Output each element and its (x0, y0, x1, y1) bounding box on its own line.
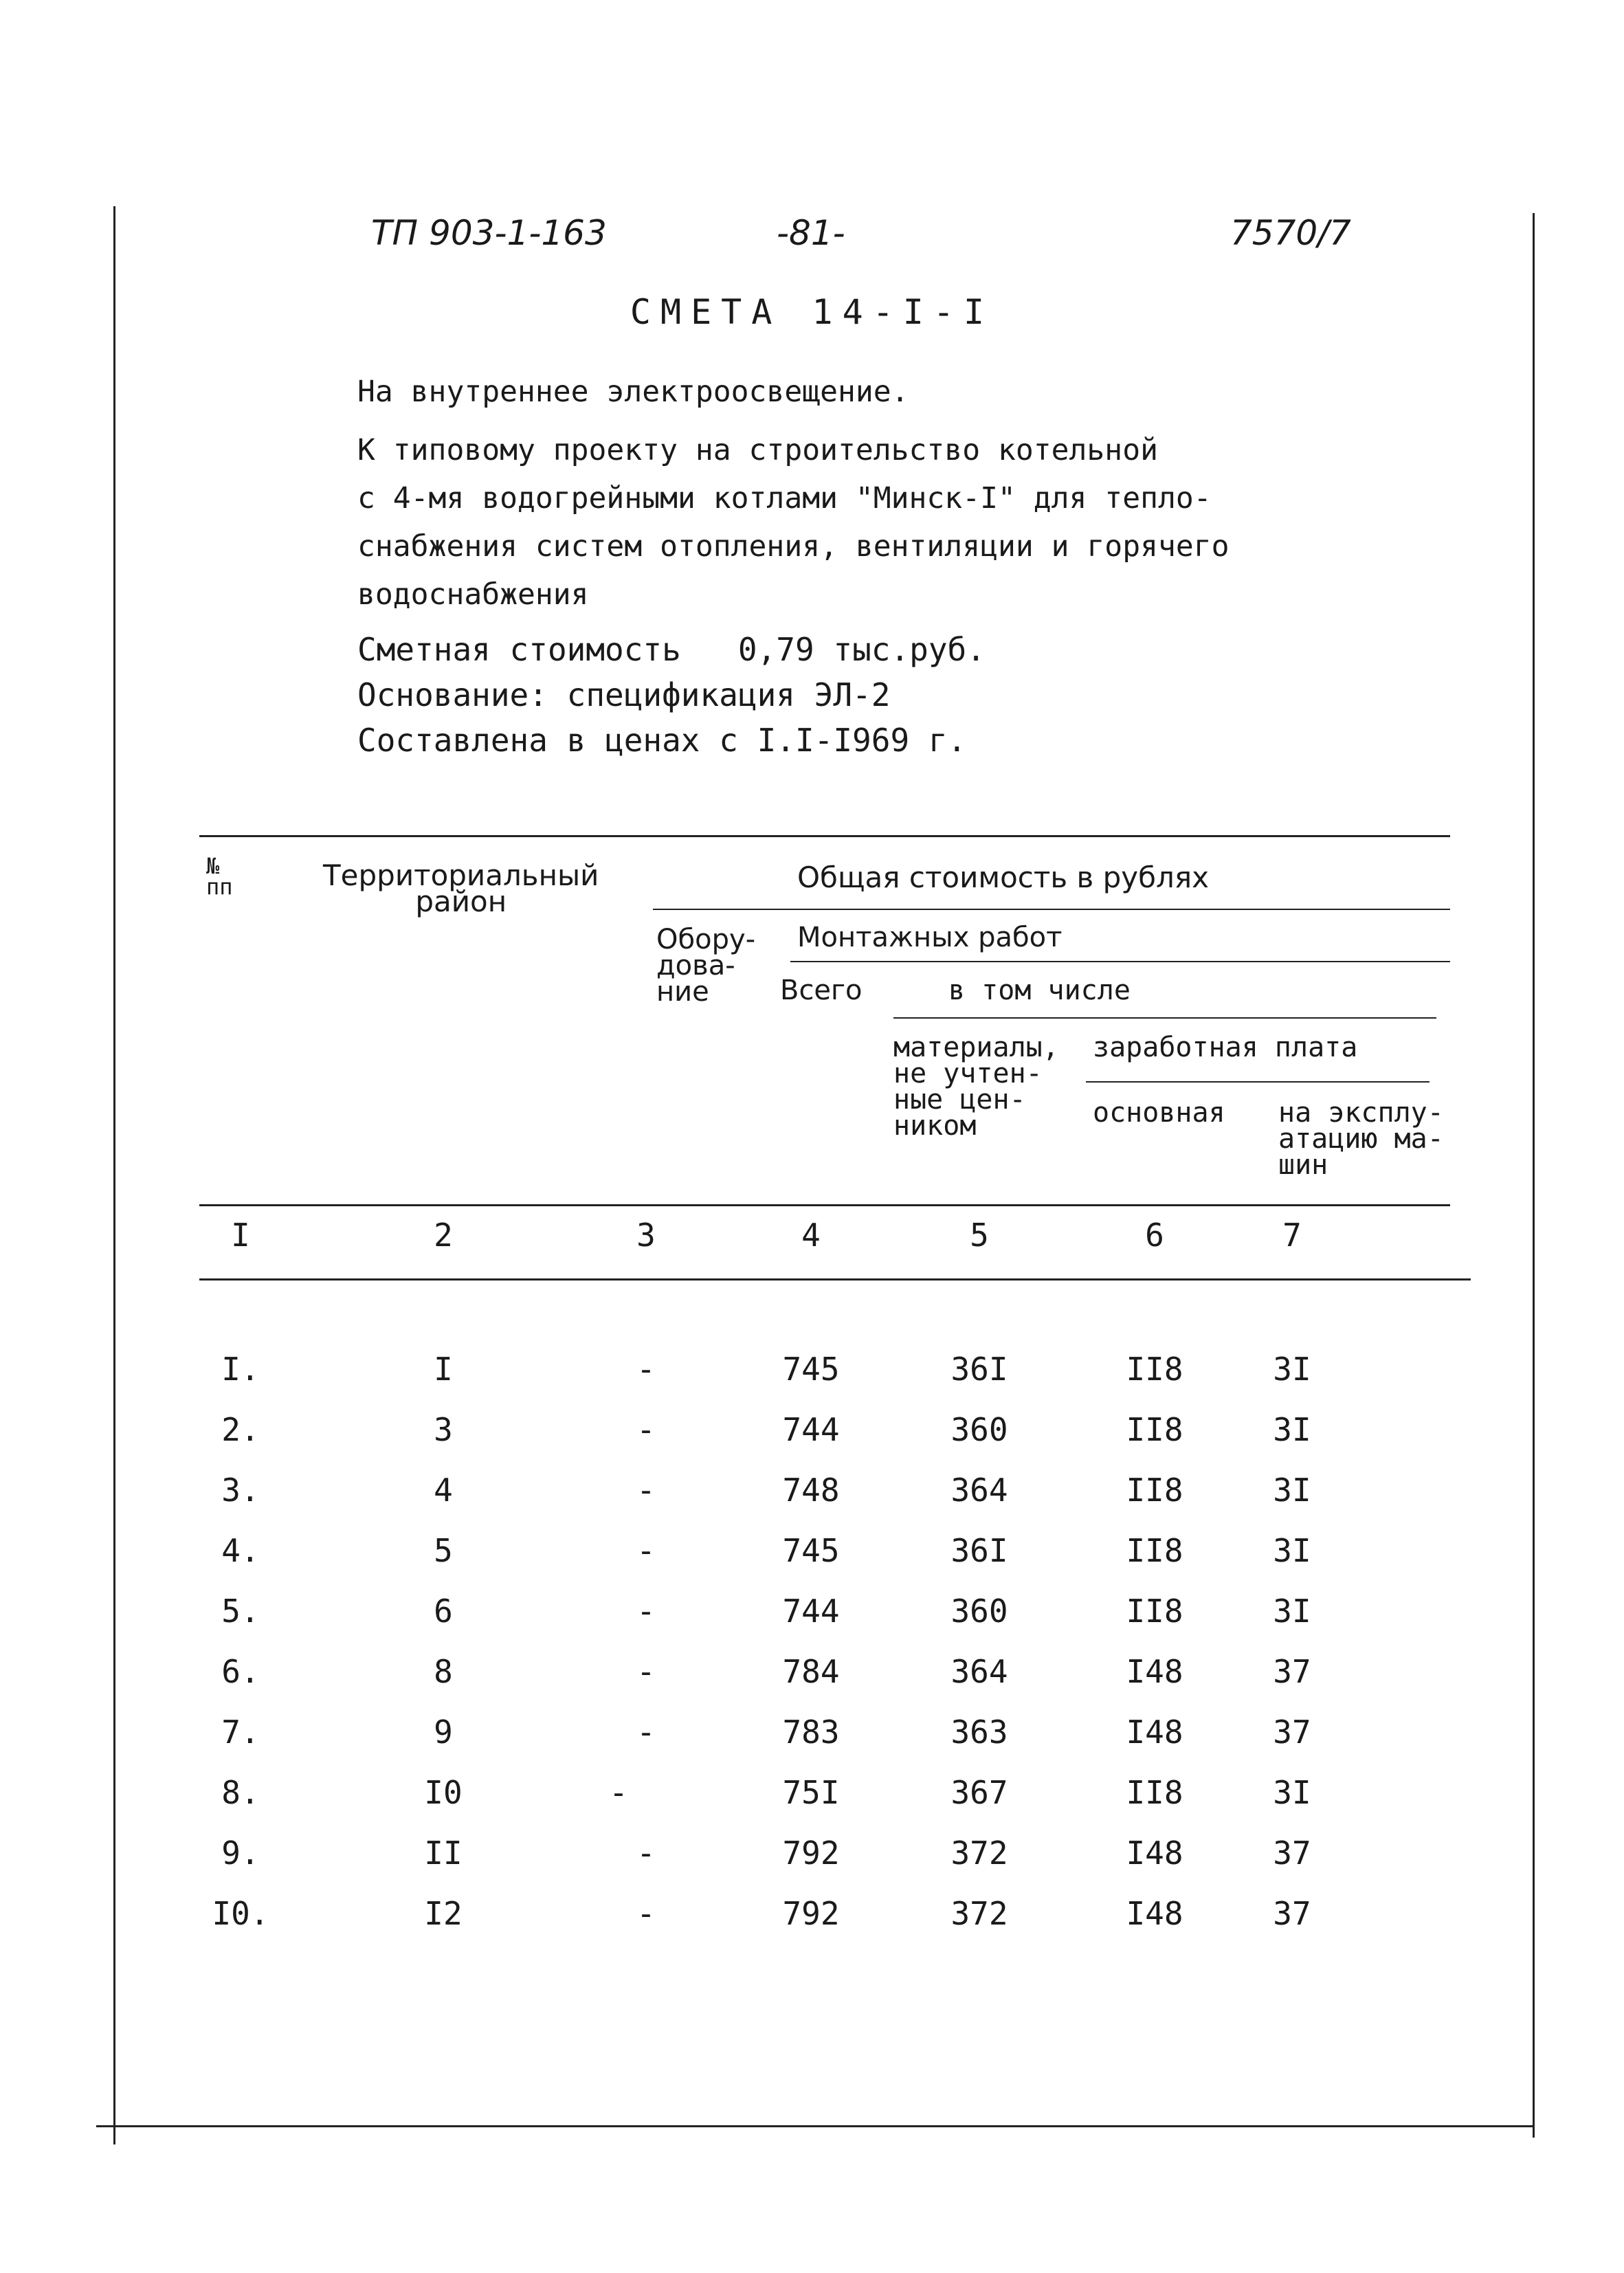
equipment-cell: - (636, 1411, 656, 1448)
header-machinery: на эксплу- атацию ма- шин (1278, 1097, 1444, 1181)
total-cell: 744 (782, 1593, 840, 1630)
total-cell: 745 (782, 1351, 840, 1388)
header-equipment: Обору- дова- ние (656, 924, 756, 1008)
basic-wage-cell: II8 (1126, 1351, 1183, 1388)
prices-line: Составлена в ценах с I.I-I969 г. (357, 722, 967, 759)
header-installation: Монтажных работ (797, 922, 1063, 953)
bottom-border-line (96, 2125, 1533, 2127)
materials-cell: 364 (950, 1472, 1008, 1509)
materials-cell: 367 (950, 1774, 1008, 1811)
column-number-4: 4 (801, 1217, 821, 1254)
table-row (0, 1351, 1624, 1411)
cost-value: 0,79 тыс.руб. (737, 631, 986, 668)
estimated-cost-line (357, 627, 986, 672)
header-row-number: № пп (206, 853, 233, 900)
machinery-wage-cell: 37 (1273, 1895, 1311, 1932)
equipment-cell: - (609, 1774, 628, 1811)
description-line-1: К типовому проекту на строительство котельной (357, 433, 1158, 467)
machinery-wage-cell: 37 (1273, 1653, 1311, 1690)
page-number: -81- (777, 213, 845, 253)
table-row (0, 1532, 1624, 1593)
basic-wage-cell: I48 (1126, 1653, 1183, 1690)
row-number: I0. (212, 1895, 269, 1932)
basic-wage-cell: I48 (1126, 1895, 1183, 1932)
header-materials: материалы, не учтен- ные цен- ником (893, 1032, 1059, 1142)
description-line-3: снабжения систем отопления, вентиляции и горячего (357, 529, 1230, 564)
estimate-title: СМЕТА 14-I-I (630, 292, 994, 332)
column-number-5: 5 (970, 1217, 989, 1254)
basic-wage-cell: II8 (1126, 1774, 1183, 1811)
document-number: 7570/7 (1230, 213, 1351, 253)
table-row (0, 1774, 1624, 1834)
materials-cell: 372 (950, 1895, 1008, 1932)
machinery-wage-cell: 3I (1273, 1593, 1311, 1630)
row-number: 2. (221, 1411, 260, 1448)
including-rule (893, 1017, 1436, 1019)
column-number-7: 7 (1282, 1217, 1302, 1254)
header-including: в том числе (948, 975, 1131, 1006)
column-number-6: 6 (1145, 1217, 1164, 1254)
table-row (0, 1593, 1624, 1653)
column-number-3: 3 (636, 1217, 656, 1254)
purpose-line: На внутреннее электроосвещение. (357, 375, 909, 409)
machinery-wage-cell: 3I (1273, 1532, 1311, 1569)
column-number-1: I (231, 1217, 250, 1254)
equipment-cell: - (636, 1834, 656, 1872)
cost-label: Сметная стоимость (357, 631, 681, 668)
row-number: 9. (221, 1834, 260, 1872)
machinery-wage-cell: 3I (1273, 1472, 1311, 1509)
total-cell: 792 (782, 1834, 840, 1872)
region-cell: 5 (434, 1532, 453, 1569)
column-number-2: 2 (434, 1217, 453, 1254)
region-cell: I (434, 1351, 453, 1388)
machinery-wage-cell: 3I (1273, 1351, 1311, 1388)
equipment-cell: - (636, 1351, 656, 1388)
row-number: 3. (221, 1472, 260, 1509)
materials-cell: 36I (950, 1351, 1008, 1388)
region-cell: 9 (434, 1714, 453, 1751)
basic-wage-cell: I48 (1126, 1834, 1183, 1872)
region-cell: 3 (434, 1411, 453, 1448)
table-row (0, 1653, 1624, 1714)
total-cell: 75I (782, 1774, 840, 1811)
header-basic: основная (1093, 1097, 1225, 1129)
total-cell: 748 (782, 1472, 840, 1509)
equipment-cell: - (636, 1472, 656, 1509)
materials-cell: 372 (950, 1834, 1008, 1872)
basic-wage-cell: II8 (1126, 1532, 1183, 1569)
row-number: 4. (221, 1532, 260, 1569)
region-cell: I0 (424, 1774, 463, 1811)
equipment-cell: - (636, 1714, 656, 1751)
description-line-2: с 4-мя водогрейными котлами "Минск-I" для тепло- (357, 481, 1212, 515)
region-cell: 8 (434, 1653, 453, 1690)
region-cell: 4 (434, 1472, 453, 1509)
materials-cell: 360 (950, 1411, 1008, 1448)
materials-cell: 36I (950, 1532, 1008, 1569)
machinery-wage-cell: 3I (1273, 1411, 1311, 1448)
column-numbers-rule (199, 1278, 1471, 1280)
row-number: 6. (221, 1653, 260, 1690)
basic-wage-cell: I48 (1126, 1714, 1183, 1751)
basis-line: Основание: спецификация ЭЛ-2 (357, 676, 891, 713)
equipment-cell: - (636, 1532, 656, 1569)
table-row (0, 1895, 1624, 1955)
machinery-wage-cell: 37 (1273, 1714, 1311, 1751)
machinery-wage-cell: 3I (1273, 1774, 1311, 1811)
wages-rule (1086, 1081, 1430, 1083)
total-cost-rule (653, 909, 1450, 910)
table-row (0, 1714, 1624, 1774)
region-cell: 6 (434, 1593, 453, 1630)
row-number: 8. (221, 1774, 260, 1811)
table-row (0, 1472, 1624, 1532)
materials-cell: 363 (950, 1714, 1008, 1751)
materials-cell: 364 (950, 1653, 1008, 1690)
total-cell: 745 (782, 1532, 840, 1569)
equipment-cell: - (636, 1895, 656, 1932)
basic-wage-cell: II8 (1126, 1593, 1183, 1630)
total-cell: 784 (782, 1653, 840, 1690)
description-line-4: водоснабжения (357, 577, 589, 612)
machinery-wage-cell: 37 (1273, 1834, 1311, 1872)
project-code: ТП 903-1-163 (371, 213, 607, 253)
table-top-rule (199, 835, 1450, 837)
basic-wage-cell: II8 (1126, 1472, 1183, 1509)
total-cell: 792 (782, 1895, 840, 1932)
region-cell: I2 (424, 1895, 463, 1932)
header-total-cost: Общая стоимость в рублях (797, 861, 1209, 894)
equipment-cell: - (636, 1593, 656, 1630)
header-region: Территориальный район (323, 858, 599, 918)
equipment-cell: - (636, 1653, 656, 1690)
materials-cell: 360 (950, 1593, 1008, 1630)
region-cell: II (424, 1834, 463, 1872)
row-number: I. (221, 1351, 260, 1388)
header-total: Всего (780, 975, 863, 1006)
table-row (0, 1834, 1624, 1895)
header-wages: заработная плата (1093, 1032, 1358, 1063)
installation-rule (790, 961, 1450, 962)
total-cell: 744 (782, 1411, 840, 1448)
table-row (0, 1411, 1624, 1472)
row-number: 5. (221, 1593, 260, 1630)
basic-wage-cell: II8 (1126, 1411, 1183, 1448)
header-bottom-rule (199, 1204, 1450, 1206)
total-cell: 783 (782, 1714, 840, 1751)
row-number: 7. (221, 1714, 260, 1751)
